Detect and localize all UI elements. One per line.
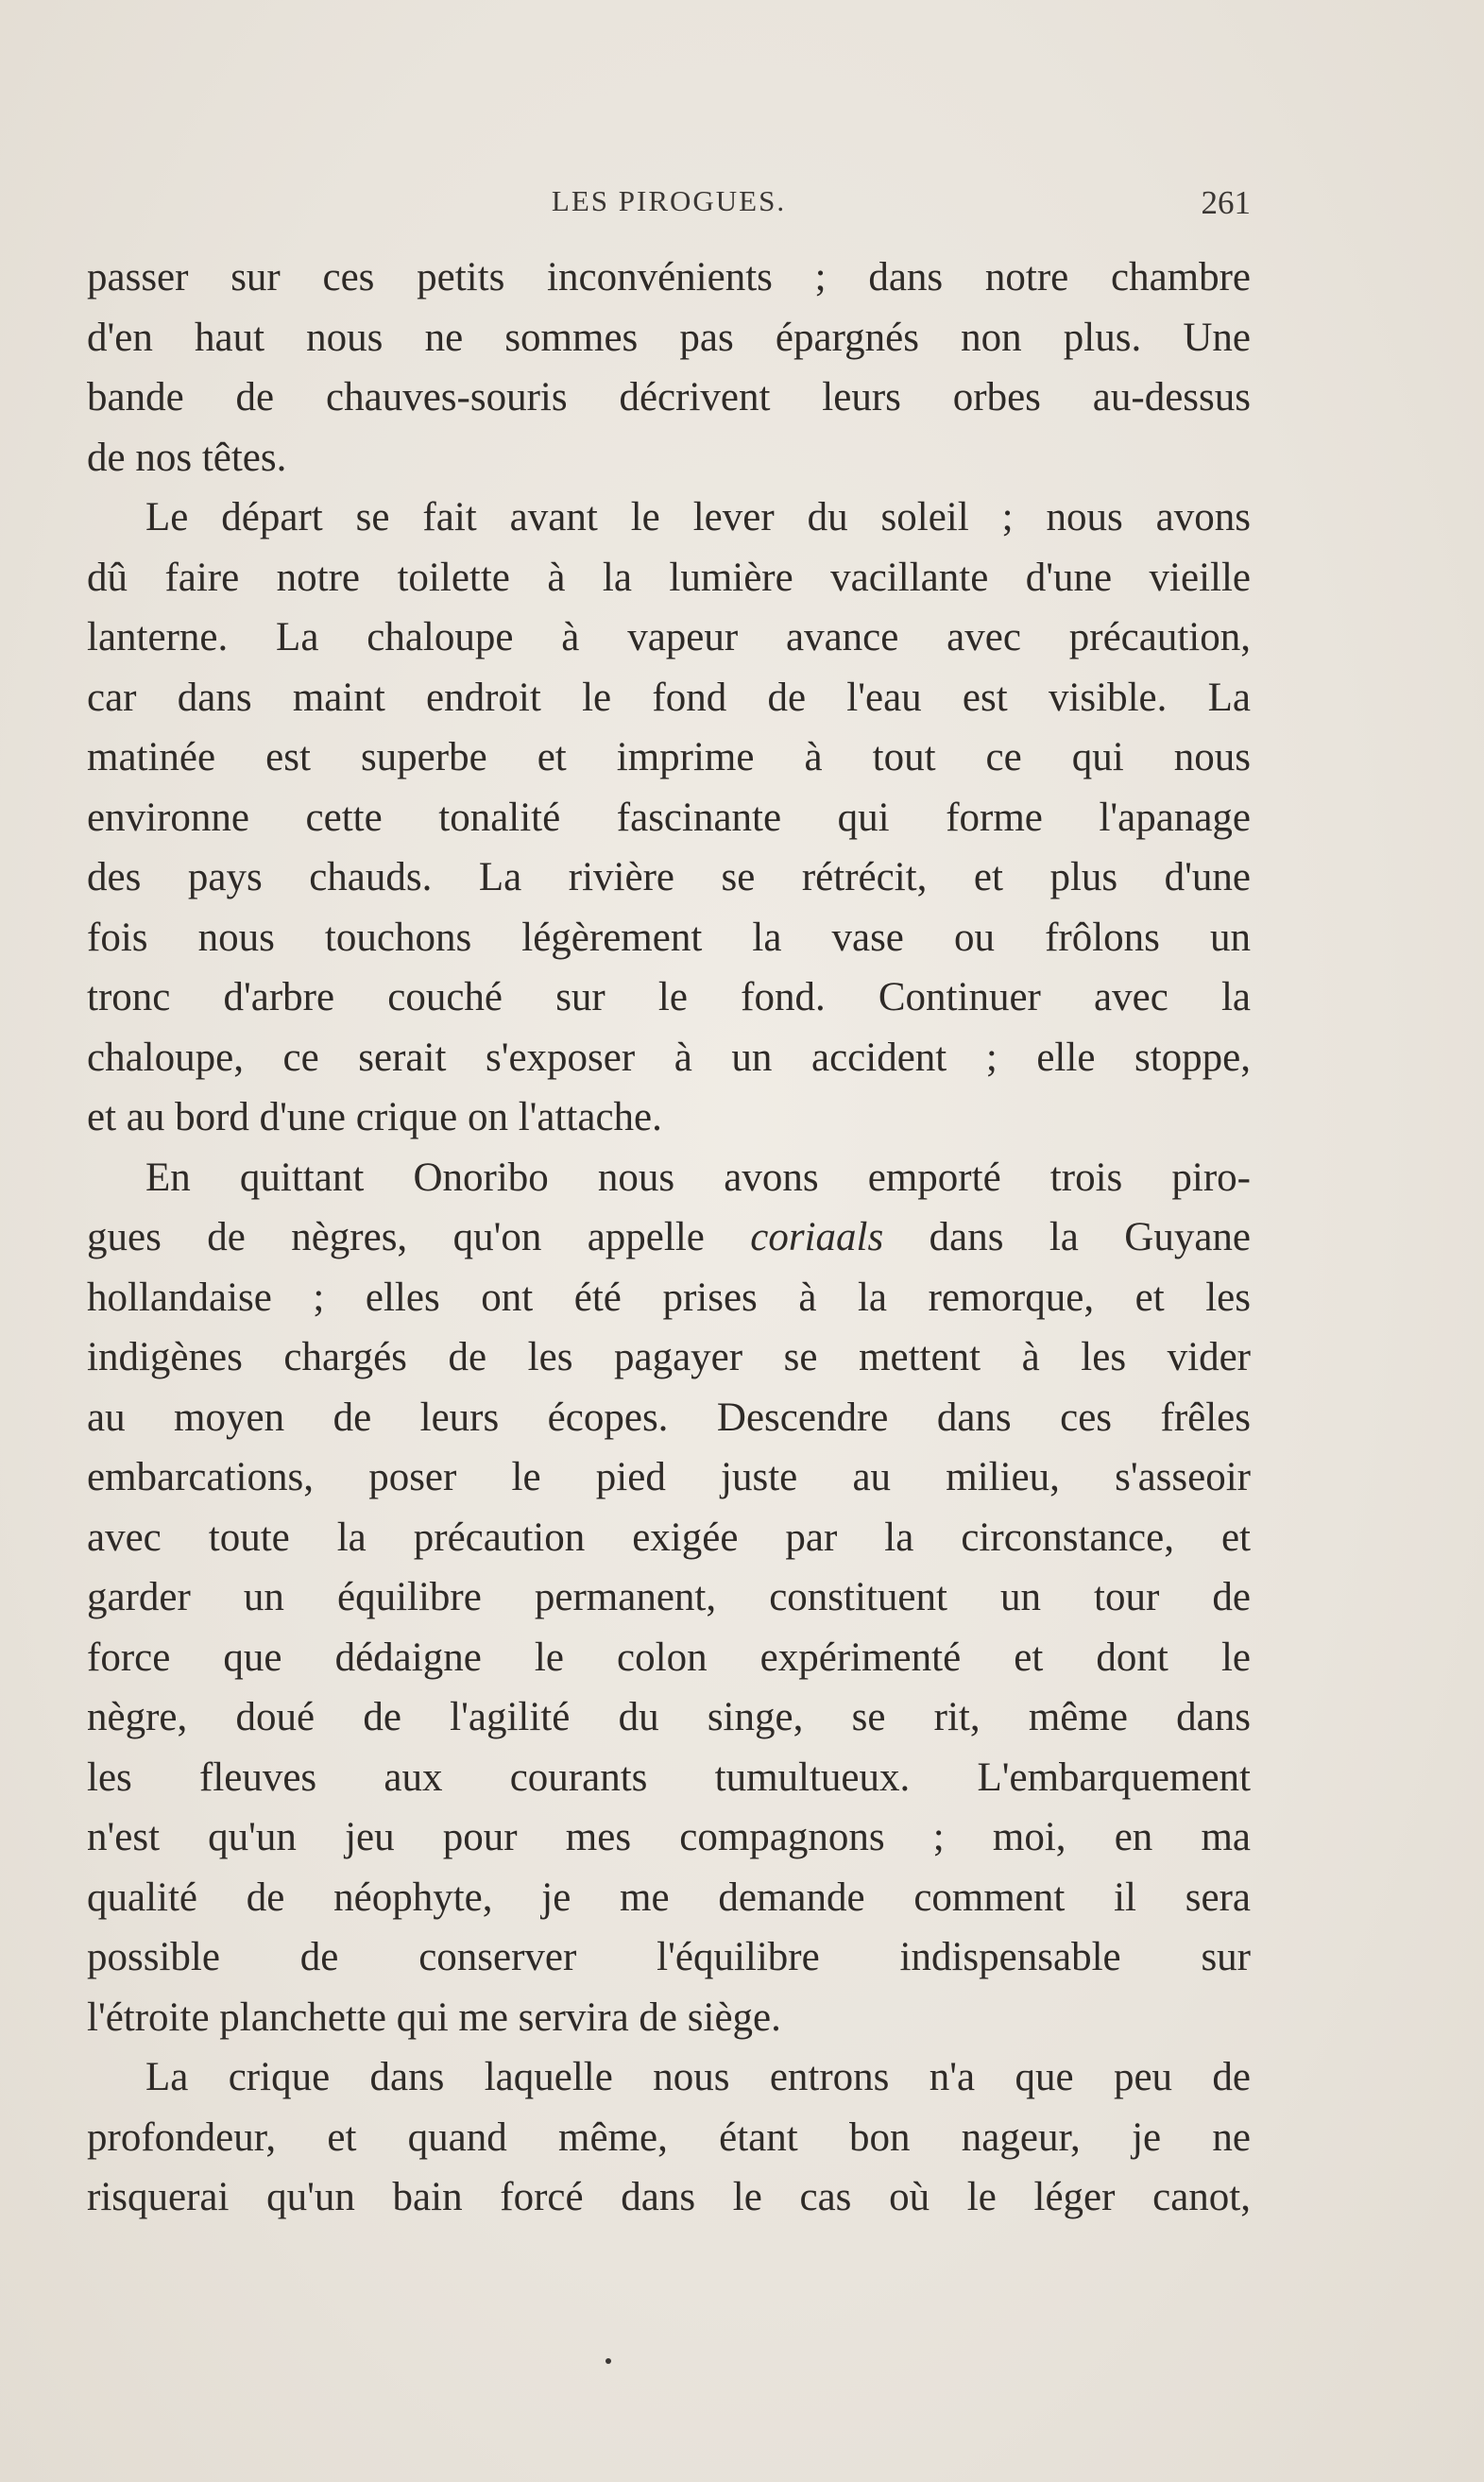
- text-line: bande de chauves-souris décrivent leurs orbes au-dessus: [87, 375, 1251, 419]
- text-line: force que dédaigne le colon expérimenté et dont le: [87, 1635, 1251, 1680]
- text-line: matinée est superbe et imprime à tout ce qui nous: [87, 735, 1251, 779]
- text-line: chaloupe, ce serait s'exposer à un accident ; elle stoppe,: [87, 1035, 1251, 1080]
- text-line: indigènes chargés de les pagayer se mettent à les vider: [87, 1335, 1251, 1379]
- paragraph-1: [87, 248, 1251, 488]
- text-segment: dans la Guyane: [883, 1215, 1252, 1259]
- text-line: l'étroite planchette qui me servira de siège.: [87, 1994, 781, 2040]
- running-head: [87, 184, 1251, 222]
- text-line: [87, 1207, 1251, 1268]
- text-line: dû faire notre toilette à la lumière vacillante d'une vieille: [87, 555, 1251, 600]
- text-line: possible de conserver l'équilibre indispensable sur: [87, 1935, 1251, 1979]
- text-line: profondeur, et quand même, étant bon nageur, je ne: [87, 2114, 1251, 2160]
- paragraph-2: [87, 488, 1251, 1148]
- text-line: nègre, doué de l'agilité du singe, se rit, même dans: [87, 1695, 1251, 1739]
- text-line: fois nous touchons légèrement la vase ou frôlons un: [87, 915, 1251, 960]
- body-text: [87, 248, 1251, 2228]
- text-line: de nos têtes.: [87, 435, 287, 480]
- text-line: avec toute la précaution exigée par la circonstance, et: [87, 1515, 1251, 1560]
- text-line: et au bord d'une crique on l'attache.: [87, 1095, 662, 1139]
- text-line: hollandaise ; elles ont été prises à la remorque, et les: [87, 1275, 1251, 1320]
- text-line: des pays chauds. La rivière se rétrécit, et plus d'une: [87, 855, 1251, 899]
- text-line: passer sur ces petits inconvénients ; dans notre chambre: [87, 255, 1251, 300]
- text-line: La crique dans laquelle nous entrons n'a que peu de: [145, 2055, 1251, 2099]
- text-line: tronc d'arbre couché sur le fond. Continuer avec la: [87, 975, 1251, 1019]
- text-segment: gues de nègres, qu'on appelle: [87, 1215, 751, 1259]
- text-line: les fleuves aux courants tumultueux. L'embarquement: [87, 1755, 1251, 1800]
- running-title: LES PIROGUES.: [551, 184, 787, 217]
- paragraph-4: [87, 2047, 1251, 2228]
- italic-term: coriaals: [750, 1215, 884, 1259]
- text-line: lanterne. La chaloupe à vapeur avance avec précaution,: [87, 615, 1251, 659]
- text-line: au moyen de leurs écopes. Descendre dans ces frêles: [87, 1395, 1251, 1440]
- text-line: qualité de néophyte, je me demande comment il sera: [87, 1874, 1251, 1920]
- page-number: 261: [1201, 184, 1251, 221]
- text-line: risquerai qu'un bain forcé dans le cas où le léger canot,: [87, 2175, 1251, 2219]
- text-line: n'est qu'un jeu pour mes compagnons ; moi, en ma: [87, 1815, 1251, 1859]
- paragraph-3: [87, 1148, 1251, 2048]
- text-line: Le départ se fait avant le lever du soleil ; nous avons: [145, 495, 1251, 539]
- text-line: environne cette tonalité fascinante qui forme l'apanage: [87, 795, 1251, 840]
- printer-mark: [606, 2358, 611, 2364]
- text-line: d'en haut nous ne sommes pas épargnés non plus. Une: [87, 315, 1251, 360]
- text-line: En quittant Onoribo nous avons emporté trois piro-: [145, 1155, 1251, 1200]
- text-line: embarcations, poser le pied juste au milieu, s'asseoir: [87, 1455, 1251, 1499]
- text-line: car dans maint endroit le fond de l'eau est visible. La: [87, 675, 1251, 720]
- text-line: garder un équilibre permanent, constituent un tour de: [87, 1575, 1251, 1619]
